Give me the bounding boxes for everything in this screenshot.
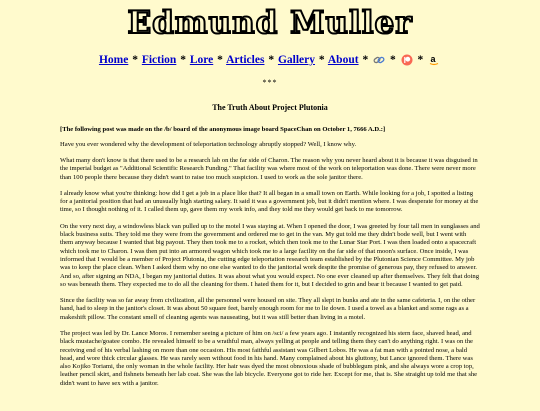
nav-separator: * bbox=[217, 54, 223, 66]
article-body bbox=[60, 126, 480, 388]
article-paragraph: I already know what you're thinking: how did I get a job in a place like that? It all began in a small town on Earth. While looking for a job, I spotted a listing for a janitorial position that had an unusually high starting salary. It said it was a government job, but it didn't mention where. I was desperate for money at the time, so I thought nothing of it. I called them up, gave them my work info, and they told me they would get back to me tomorrow. bbox=[60, 189, 479, 214]
nav-fiction-link[interactable]: Fiction bbox=[141, 54, 177, 66]
article-paragraph: The project was led by Dr. Lance Moros. I remember seeing a picture of him on /sci/ a few years ago. I instantly recognized his stern face, shaved head, and black mustache/goatee combo. He revealed himself to be a wrathful man, always yelling at people and telling them they can't do anything right. I was on the receiving end of his verbal lashing on more than one occasion. His most faithful assistant was Gilbert Lobos. He was a fat man with a pointed nose, a bald head, and wore thick circular glasses. He was rarely seen without food in his hand. Many complained about his gluttony, but Lance ignored them. There was also Kojiko Toriami, the only woman in the whole facility. Her hair was dyed the most obnoxious shade of bubblegum pink, and she always wore a crop top, leather pencil skirt, and fishnets beneath her lab coat. She was the lab bicycle. Everyone got to ride her. Except for me, that is. She straight up told me that she didn't want to have sex with a janitor. bbox=[60, 330, 478, 387]
article-paragraph: Since the facility was so far away from civilization, all the personnel were housed on site. They all slept in bunks and ate in the same cafeteria. I, on the other hand, had to sleep in the janitor's closet. It was about 50 square feet, barely enough room for me to lie down. I used a towel as a blanket and some rags as a makeshift pillow. The constant smell of cleaning agents was nauseating, but it was still better than living in a motel. bbox=[60, 297, 476, 321]
nav-separator: * bbox=[268, 54, 275, 66]
nav-lore-link[interactable]: Lore bbox=[189, 54, 214, 66]
section-divider: *** bbox=[262, 78, 278, 88]
patreon-icon[interactable] bbox=[401, 54, 413, 66]
site-title: Edmund Muller bbox=[127, 5, 413, 41]
main-nav bbox=[0, 54, 540, 66]
nav-home-link[interactable]: Home bbox=[98, 54, 129, 66]
article-paragraph: Have you ever wondered why the development of teleportation technology abruptly stopped? Well, I know why. bbox=[60, 140, 357, 148]
article-intro: [The following post was made on the /b/ board of the anonymous image board SpaceChan on October 1, 7666 A.D.:] bbox=[60, 126, 386, 134]
nav-gallery-link[interactable]: Gallery bbox=[277, 54, 315, 66]
article-paragraph: On the very next day, a windowless black van pulled up to the motel I was staying at. When I opened the door, I was greeted by four tall men in sunglasses and black business suits. They told me they were from the government and ordered me to get in the van. My gut told me they didn't bode well, but I went with them anyway because I wanted that big payout. They then took me to a rocket, which then took me to the Lunar Star Port. I was then loaded onto a spacecraft which took me to Charon. I was then put into an armored wagon which took me to a large facility on the far side of that moon's surface. Once inside, I was informed that I would be a member of Project Plutonia, the cutting edge teleportation research team established by the Plutonian Science Committee. My job was to keep the place clean. When I asked them why no one else wanted to do the janitorial work despite the promise of generous pay, they refused to answer. And so, after signing an NDA, I began my janitorial duties. It was about what you would expect. No one ever cleaned up after themselves. They felt that doing so was beneath them. They expected me to do all the cleaning for them. I hated them for it, but I decided to grin and bear it because I wanted to get paid. bbox=[60, 222, 480, 288]
article-paragraph: What many don't know is that there used to be a research lab on the far side of Charon. The reason why you never heard about it is because it was disguised in the imperial budget as "Additional Scientific Research Funding." That facility was where most of the work on teleportation was done. There were never more than 100 people there because they didn't want to raise too much suspicion. I used to work as the sole janitor there. bbox=[60, 156, 478, 181]
nav-separator: * bbox=[362, 54, 369, 66]
nav-separator: * bbox=[180, 54, 186, 66]
nav-articles-link[interactable]: Articles bbox=[226, 54, 265, 66]
nav-separator: * bbox=[132, 54, 138, 66]
link-icon[interactable] bbox=[373, 54, 385, 66]
nav-separator: * bbox=[318, 54, 325, 66]
nav-separator: * bbox=[417, 54, 424, 66]
svg-text:a: a bbox=[430, 54, 436, 65]
amazon-icon[interactable] bbox=[428, 54, 440, 66]
article-title: The Truth About Project Plutonia bbox=[212, 103, 328, 113]
nav-separator: * bbox=[389, 54, 396, 66]
nav-about-link[interactable]: About bbox=[327, 54, 359, 66]
